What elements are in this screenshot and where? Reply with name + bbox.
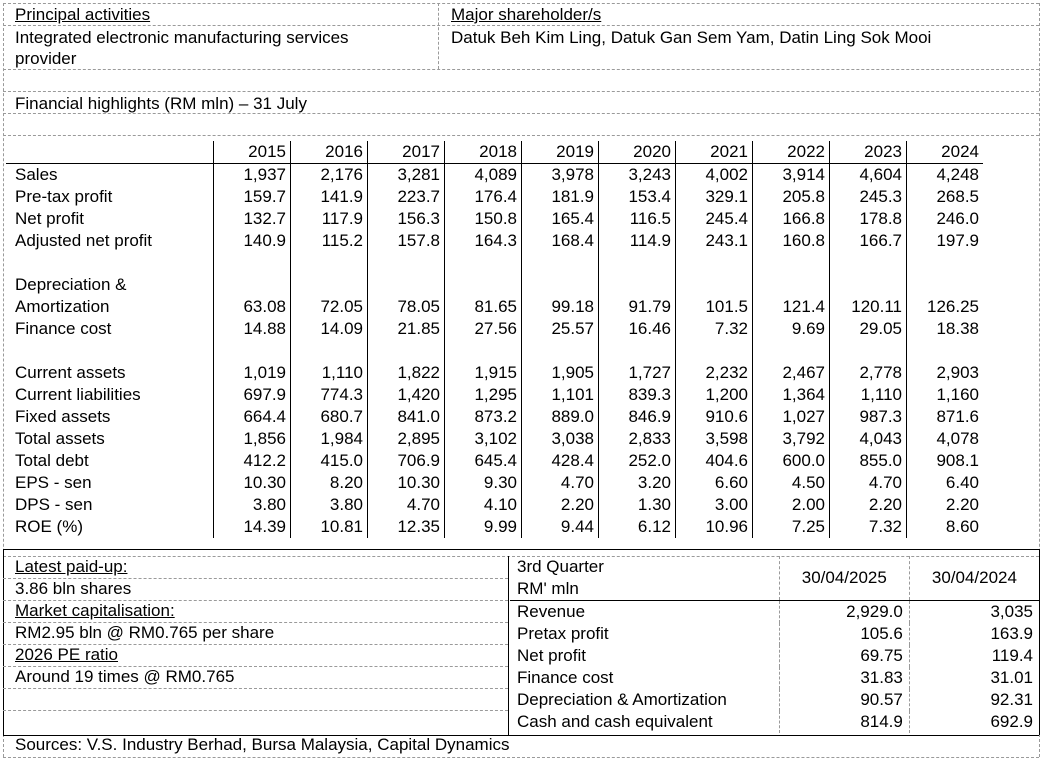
quarter-row-value: 814.9 [779, 711, 909, 733]
row-value: 1,110 [291, 362, 368, 384]
table-row [6, 406, 983, 428]
quarter-row [510, 667, 1039, 689]
financial-highlights-table [6, 141, 983, 538]
table-row [6, 318, 983, 340]
row-value: 9.44 [522, 516, 599, 538]
row-value: 2,232 [676, 362, 753, 384]
row-value: 99.18 [522, 274, 599, 318]
row-value: 91.79 [599, 274, 676, 318]
year-header: 2015 [214, 141, 291, 164]
table-row [6, 428, 983, 450]
row-value: 9.30 [445, 472, 522, 494]
row-value: 140.9 [214, 230, 291, 252]
row-value: 1,420 [368, 384, 445, 406]
quarter-table [510, 556, 1039, 733]
row-value: 1,937 [214, 164, 291, 187]
row-value: 415.0 [291, 450, 368, 472]
spacer-cell [753, 252, 830, 274]
market-cap-value: RM2.95 bln @ RM0.765 per share [15, 623, 275, 642]
row-value: 101.5 [676, 274, 753, 318]
row-value: 3,281 [368, 164, 445, 187]
row-value: 3.20 [599, 472, 676, 494]
row-value: 1,856 [214, 428, 291, 450]
paid-up-value: 3.86 bln shares [15, 579, 132, 598]
row-value: 10.30 [214, 472, 291, 494]
row-value: 4,089 [445, 164, 522, 187]
year-header: 2023 [830, 141, 907, 164]
row-value: 2.20 [522, 494, 599, 516]
row-value: 4,248 [907, 164, 984, 187]
row-value: 2,895 [368, 428, 445, 450]
row-value: 6.60 [676, 472, 753, 494]
pe-ratio-label: 2026 PE ratio [15, 645, 119, 664]
quarter-row-label: Cash and cash equivalent [517, 712, 713, 731]
row-label: Sales [6, 164, 214, 187]
row-value: 14.09 [291, 318, 368, 340]
row-label: Current liabilities [15, 385, 141, 404]
row-line [3, 69, 1039, 70]
row-value: 3,598 [676, 428, 753, 450]
row-value: 156.3 [368, 208, 445, 230]
row-value: 4.50 [753, 472, 830, 494]
row-value: 9.69 [753, 318, 830, 340]
spacer-cell [522, 252, 599, 274]
row-value: 4.10 [445, 494, 522, 516]
row-value: 1,984 [291, 428, 368, 450]
year-header-row [6, 141, 983, 164]
row-value: 168.4 [522, 230, 599, 252]
row-value: 150.8 [445, 208, 522, 230]
row-value: 12.35 [368, 516, 445, 538]
row-value: 910.6 [676, 406, 753, 428]
quarter-title [510, 556, 779, 601]
fact-sheet [3, 3, 1039, 757]
header-blank [6, 141, 214, 164]
year-header: 2021 [676, 141, 753, 164]
quarter-title-line-2: RM' mln [517, 579, 579, 598]
section-line [3, 549, 1039, 550]
principal-activities-text-1: Integrated electronic manufacturing services [15, 28, 349, 47]
row-value: 774.3 [291, 384, 368, 406]
row-value: 8.60 [907, 516, 984, 538]
quarter-row-label: Finance cost [517, 668, 614, 687]
year-header: 2019 [522, 141, 599, 164]
row-value: 3,978 [522, 164, 599, 187]
financial-highlights-title: Financial highlights (RM mln) – 31 July [15, 94, 307, 113]
table-row [6, 230, 983, 252]
row-label: ROE (%) [15, 517, 83, 536]
spacer-cell [368, 340, 445, 362]
paid-up-label: Latest paid-up: [15, 557, 128, 576]
row-value: 1,027 [753, 406, 830, 428]
col-line [508, 556, 509, 735]
row-value: 2.00 [753, 494, 830, 516]
row-label: Net profit [15, 209, 84, 228]
row-value: 4.70 [368, 494, 445, 516]
row-value: 889.0 [522, 406, 599, 428]
row-value: 117.9 [291, 208, 368, 230]
row-value: 243.1 [676, 230, 753, 252]
principal-activities-text-2: provider [15, 49, 77, 68]
row-value: 176.4 [445, 186, 522, 208]
row-line [3, 135, 1039, 136]
row-value: 1,727 [599, 362, 676, 384]
row-label: Adjusted net profit [15, 231, 153, 250]
row-value: 81.65 [445, 274, 522, 318]
row-value: 1,019 [214, 362, 291, 384]
spacer-cell [368, 252, 445, 274]
row-label: Total debt [15, 451, 89, 470]
quarter-row-value: 105.6 [779, 623, 909, 645]
row-label: Current assets [15, 363, 126, 382]
row-value: 157.8 [368, 230, 445, 252]
row-value: 121.4 [753, 274, 830, 318]
row-value: 178.8 [830, 208, 907, 230]
table-row [6, 494, 983, 516]
market-cap-label: Market capitalisation: [15, 601, 175, 620]
quarter-row-value: 92.31 [909, 689, 1039, 711]
row-value: 697.9 [214, 384, 291, 406]
row-value: 6.12 [599, 516, 676, 538]
row-value: 25.57 [522, 318, 599, 340]
major-shareholders-text: Datuk Beh Kim Ling, Datuk Gan Sem Yam, Datin Ling Sok Mooi [451, 28, 932, 47]
row-value: 166.7 [830, 230, 907, 252]
row-value: 153.4 [599, 186, 676, 208]
quarter-row [510, 689, 1039, 711]
quarter-row-value: 31.83 [779, 667, 909, 689]
row-value: 16.46 [599, 318, 676, 340]
table-row [6, 384, 983, 406]
row-value: 846.9 [599, 406, 676, 428]
row-value: 680.7 [291, 406, 368, 428]
table-row [6, 186, 983, 208]
quarter-row-value: 119.4 [909, 645, 1039, 667]
row-value: 245.4 [676, 208, 753, 230]
row-value: 114.9 [599, 230, 676, 252]
row-value: 27.56 [445, 318, 522, 340]
spacer-cell [599, 340, 676, 362]
spacer-cell [753, 340, 830, 362]
row-value: 404.6 [676, 450, 753, 472]
row-value: 3,102 [445, 428, 522, 450]
row-value: 1,364 [753, 384, 830, 406]
row-line [3, 91, 1039, 92]
spacer-cell [907, 340, 984, 362]
row-value: 2,903 [907, 362, 984, 384]
row-value: 159.7 [214, 186, 291, 208]
row-value: 428.4 [522, 450, 599, 472]
spacer-cell [214, 340, 291, 362]
quarter-row-label: Pretax profit [517, 624, 609, 643]
row-value: 841.0 [368, 406, 445, 428]
spacer-cell [830, 340, 907, 362]
quarter-row-value: 3,035 [909, 601, 1039, 624]
spacer-row [6, 340, 983, 362]
row-value: 3.80 [214, 494, 291, 516]
row-value: 1,915 [445, 362, 522, 384]
row-value: 160.8 [753, 230, 830, 252]
row-value: 1,110 [830, 384, 907, 406]
row-value: 63.08 [214, 274, 291, 318]
spacer-cell [214, 252, 291, 274]
row-value: 4,002 [676, 164, 753, 187]
table-row [6, 472, 983, 494]
row-value: 2,833 [599, 428, 676, 450]
row-value: 839.3 [599, 384, 676, 406]
row-value: 181.9 [522, 186, 599, 208]
spacer-cell [445, 340, 522, 362]
row-value: 3,792 [753, 428, 830, 450]
row-value: 412.2 [214, 450, 291, 472]
row-value: 3,243 [599, 164, 676, 187]
spacer-cell [6, 340, 214, 362]
row-value: 3.80 [291, 494, 368, 516]
row-value: 7.25 [753, 516, 830, 538]
row-value: 2,778 [830, 362, 907, 384]
row-value: 205.8 [753, 186, 830, 208]
row-value: 600.0 [753, 450, 830, 472]
principal-activities-label: Principal activities [15, 5, 151, 24]
quarter-row-value: 31.01 [909, 667, 1039, 689]
row-value: 115.2 [291, 230, 368, 252]
quarter-row [510, 711, 1039, 733]
row-value: 9.99 [445, 516, 522, 538]
row-value: 141.9 [291, 186, 368, 208]
row-value: 1,200 [676, 384, 753, 406]
spacer-cell [907, 252, 984, 274]
row-value: 4.70 [522, 472, 599, 494]
row-label: Pre-tax profit [15, 187, 113, 206]
row-label: DPS - sen [15, 495, 93, 514]
row-line [3, 688, 508, 689]
table-row [6, 450, 983, 472]
row-value: 246.0 [907, 208, 984, 230]
row-line [3, 710, 508, 711]
row-value: 1,822 [368, 362, 445, 384]
row-value: 252.0 [599, 450, 676, 472]
row-value: 2.20 [830, 494, 907, 516]
row-value: 78.05 [368, 274, 445, 318]
row-value: 908.1 [907, 450, 984, 472]
row-value: 72.05 [291, 274, 368, 318]
row-value: 18.38 [907, 318, 984, 340]
row-value: 3,038 [522, 428, 599, 450]
row-value: 14.88 [214, 318, 291, 340]
col-line [3, 549, 4, 735]
row-value: 4,078 [907, 428, 984, 450]
row-value: 2,176 [291, 164, 368, 187]
spacer-cell [291, 340, 368, 362]
row-value: 132.7 [214, 208, 291, 230]
row-value: 3,914 [753, 164, 830, 187]
row-value: 245.3 [830, 186, 907, 208]
spacer-cell [830, 252, 907, 274]
row-value: 329.1 [676, 186, 753, 208]
quarter-row-label: Net profit [517, 646, 586, 665]
spacer-cell [599, 252, 676, 274]
row-value: 164.3 [445, 230, 522, 252]
row-value: 268.5 [907, 186, 984, 208]
row-value: 987.3 [830, 406, 907, 428]
sources-note: Sources: V.S. Industry Berhad, Bursa Malaysia, Capital Dynamics [15, 735, 510, 754]
table-row [6, 516, 983, 538]
quarter-header-row [510, 556, 1039, 601]
major-shareholders-label: Major shareholder/s [451, 5, 602, 24]
row-value: 1,160 [907, 384, 984, 406]
pe-ratio-value: Around 19 times @ RM0.765 [15, 667, 235, 686]
row-value: 120.11 [830, 274, 907, 318]
row-value: 7.32 [676, 318, 753, 340]
row-value: 165.4 [522, 208, 599, 230]
row-value: 1,295 [445, 384, 522, 406]
row-value: 873.2 [445, 406, 522, 428]
quarter-row-value: 163.9 [909, 623, 1039, 645]
row-value: 2,467 [753, 362, 830, 384]
spacer-cell [676, 340, 753, 362]
row-value: 14.39 [214, 516, 291, 538]
row-value: 1,905 [522, 362, 599, 384]
row-value: 3.00 [676, 494, 753, 516]
row-value: 7.32 [830, 516, 907, 538]
year-header: 2016 [291, 141, 368, 164]
row-label: Fixed assets [15, 407, 111, 426]
row-value: 1,101 [522, 384, 599, 406]
spacer-cell [676, 252, 753, 274]
spacer-cell [522, 340, 599, 362]
row-value: 1.30 [599, 494, 676, 516]
row-value: 6.40 [907, 472, 984, 494]
table-row [6, 164, 983, 187]
row-value: 126.25 [907, 274, 984, 318]
quarter-row-label: Revenue [517, 602, 586, 621]
row-value: 4.70 [830, 472, 907, 494]
year-header: 2024 [907, 141, 984, 164]
row-value: 2.20 [907, 494, 984, 516]
quarter-row-value: 692.9 [909, 711, 1039, 733]
row-value: 29.05 [830, 318, 907, 340]
row-value: 10.96 [676, 516, 753, 538]
quarter-col-header: 30/04/2024 [909, 556, 1039, 601]
quarter-col-header: 30/04/2025 [779, 556, 909, 601]
quarter-row-value: 90.57 [779, 689, 909, 711]
row-value: 166.8 [753, 208, 830, 230]
row-value: 4,604 [830, 164, 907, 187]
table-row [6, 274, 983, 318]
quarter-row [510, 623, 1039, 645]
row-value: 197.9 [907, 230, 984, 252]
row-label: Depreciation & Amortization [15, 275, 127, 316]
quarter-row [510, 601, 1039, 624]
spacer-row [6, 252, 983, 274]
col-line [1039, 549, 1040, 735]
year-header: 2017 [368, 141, 445, 164]
spacer-cell [445, 252, 522, 274]
row-value: 706.9 [368, 450, 445, 472]
row-value: 871.6 [907, 406, 984, 428]
spacer-cell [6, 252, 214, 274]
table-row [6, 208, 983, 230]
quarter-row-label: Depreciation & Amortization [517, 690, 727, 709]
row-label: EPS - sen [15, 473, 92, 492]
row-label: Total assets [15, 429, 105, 448]
year-header: 2018 [445, 141, 522, 164]
frame-bottom [3, 757, 1039, 758]
quarter-row [510, 645, 1039, 667]
row-value: 21.85 [368, 318, 445, 340]
table-row [6, 362, 983, 384]
row-value: 8.20 [291, 472, 368, 494]
row-value: 10.30 [368, 472, 445, 494]
quarter-row-value: 69.75 [779, 645, 909, 667]
year-header: 2022 [753, 141, 830, 164]
col-line [438, 3, 439, 69]
quarter-row-value: 2,929.0 [779, 601, 909, 624]
row-value: 645.4 [445, 450, 522, 472]
year-header: 2020 [599, 141, 676, 164]
row-value: 855.0 [830, 450, 907, 472]
row-label: Finance cost [15, 319, 112, 338]
row-value: 116.5 [599, 208, 676, 230]
row-value: 4,043 [830, 428, 907, 450]
row-value: 223.7 [368, 186, 445, 208]
quarter-title-line-1: 3rd Quarter [517, 557, 604, 576]
row-value: 10.81 [291, 516, 368, 538]
row-value: 664.4 [214, 406, 291, 428]
spacer-cell [291, 252, 368, 274]
